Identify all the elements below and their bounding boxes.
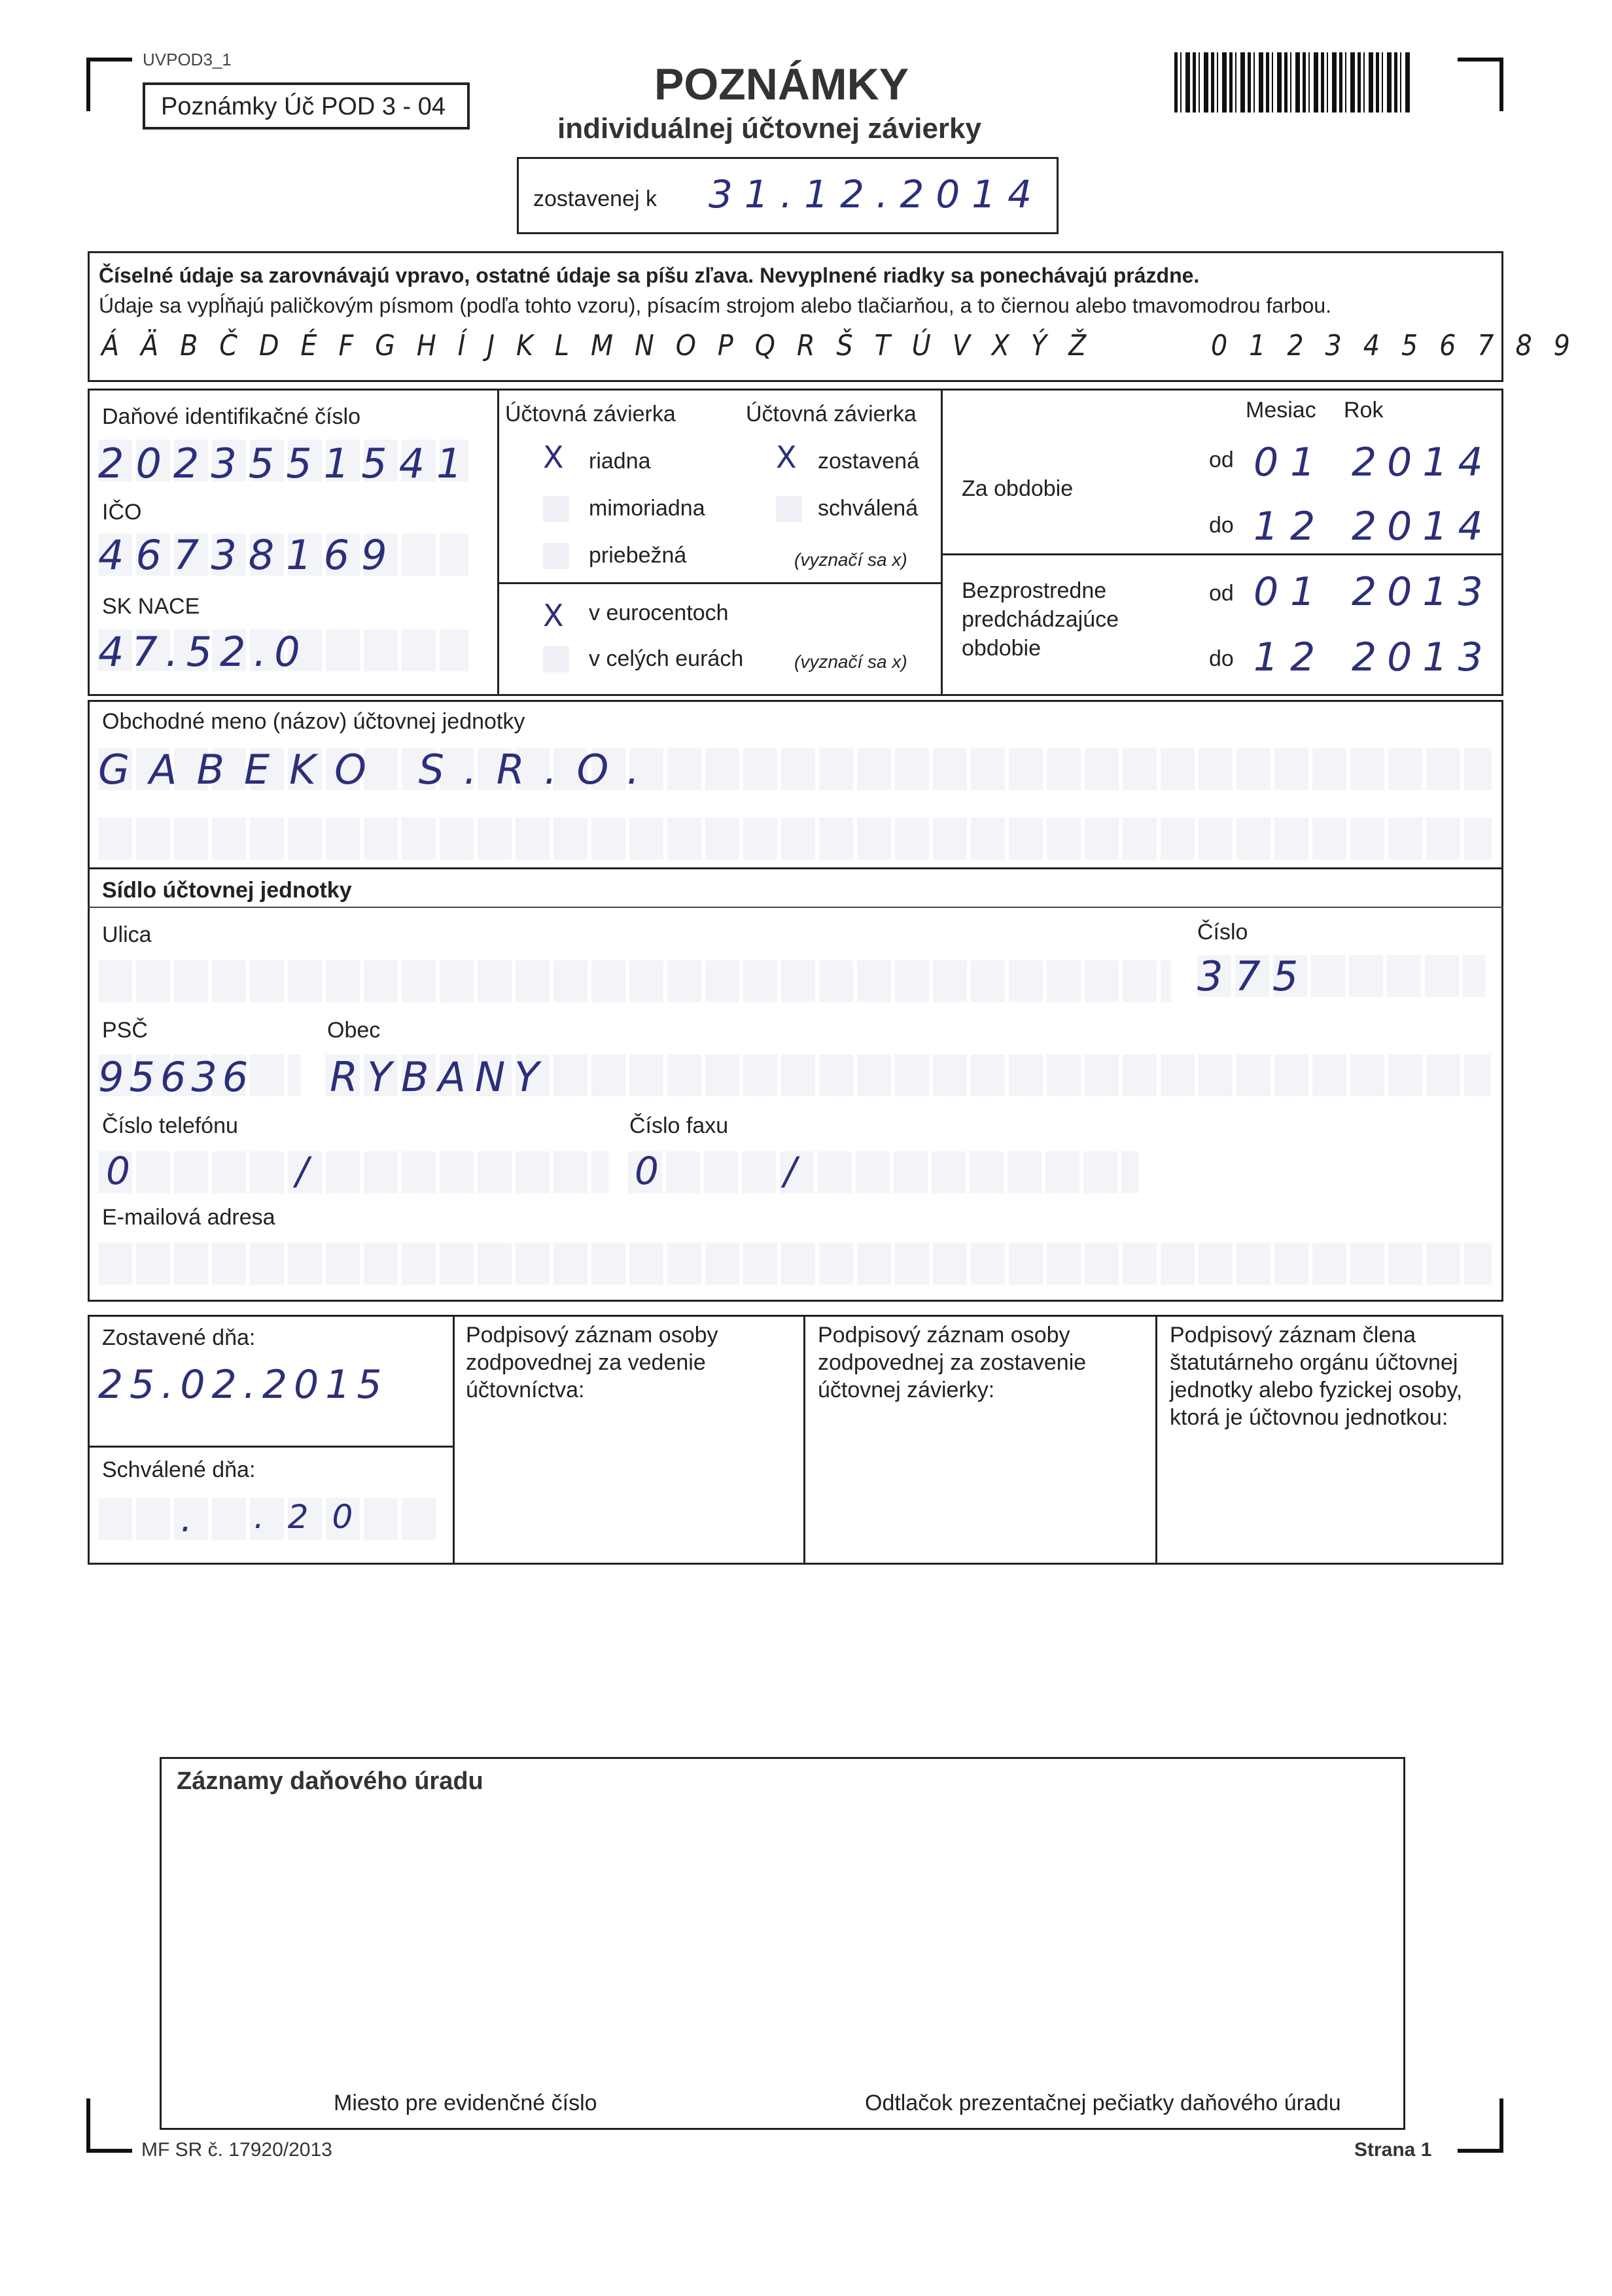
prev-to-year: 2013 [1352, 635, 1494, 680]
barcode [1174, 52, 1410, 113]
cur-from-month: 01 [1253, 440, 1327, 485]
statement-status-label: Účtovná závierka [746, 402, 917, 426]
cur-from-year: 2014 [1352, 440, 1494, 485]
option-zostavena: zostavená [818, 449, 919, 474]
prev-from-month: 01 [1253, 569, 1327, 615]
corner-mark-tr-h [1458, 58, 1503, 61]
fax-separator: / [784, 1149, 814, 1193]
check-zostavena[interactable]: X [776, 440, 797, 475]
approved-year-prefix: . 2 0 [254, 1498, 360, 1536]
month-label: Mesiac [1246, 398, 1316, 423]
option-priebezna: priebežná [589, 543, 687, 568]
divider-seat-title [88, 907, 1503, 908]
tax-office-block [160, 1757, 1405, 2130]
sig1-label-2: zodpovednej za vedenie [466, 1350, 706, 1375]
phone-prefix: 0 [106, 1149, 147, 1193]
check-priebezna[interactable] [543, 543, 569, 569]
form-name-box [143, 82, 470, 130]
approved-on-label: Schválené dňa: [102, 1457, 256, 1482]
sig2-label-1: Podpisový záznam osoby [818, 1323, 1070, 1348]
prev-to-month: 12 [1253, 635, 1327, 680]
prev-to-label: do [1209, 646, 1234, 671]
compiled-on-label: Zostavené dňa: [102, 1325, 256, 1350]
previous-period-label-1: Bezprostredne [962, 578, 1107, 603]
current-period-label: Za obdobie [962, 476, 1074, 501]
stamp-label: Odtlačok prezentačnej pečiatky daňového úradu [865, 2091, 1341, 2115]
check-schvalena[interactable] [776, 496, 802, 522]
city-value: RYBANY [330, 1053, 549, 1101]
compiled-on-value: 25.02.2015 [98, 1362, 389, 1408]
divider-sig-3 [1155, 1315, 1157, 1565]
corner-mark-tl-v [86, 58, 90, 111]
compiled-date-box [517, 157, 1059, 234]
compiled-date: 31.12.2014 [709, 172, 1044, 217]
option-mimoriadna: mimoriadna [589, 496, 705, 521]
seat-section-label: Sídlo účtovnej jednotky [102, 878, 352, 903]
ico-value: 46738169 [98, 531, 399, 579]
sig1-label-3: účtovníctva: [466, 1378, 585, 1402]
registration-number-label: Miesto pre evidenčné číslo [334, 2091, 597, 2115]
divider-seat [88, 867, 1503, 869]
ico-label: IČO [102, 500, 142, 525]
page-title: POZNÁMKY [654, 60, 909, 109]
page-subtitle: individuálnej účtovnej závierky [557, 113, 981, 145]
email-label: E-mailová adresa [102, 1205, 275, 1230]
approved-dot: . [181, 1498, 209, 1540]
instructions-box [88, 251, 1592, 382]
instructions-line-2: Údaje sa vypĺňajú paličkovým písmom (podľa tohto vzoru), písacím strojom alebo tlačiarňou, a to čiernou alebo tmavomodrou farbou. [99, 294, 1332, 317]
sig3-label-2: štatutárneho orgánu účtovnej [1170, 1350, 1458, 1375]
previous-period-label-2: predchádzajúce [962, 607, 1119, 632]
sig2-label-3: účtovnej závierky: [818, 1378, 995, 1402]
nace-value: 47.52.0 [98, 628, 308, 676]
street-field[interactable] [98, 960, 1171, 1002]
option-riadna: riadna [589, 449, 651, 474]
number-value: 375 [1197, 952, 1310, 1000]
option-eur: v celých eurách [589, 646, 744, 671]
sig3-label-1: Podpisový záznam člena [1170, 1323, 1416, 1348]
street-label: Ulica [102, 922, 152, 947]
company-name-field-2[interactable] [98, 818, 1492, 860]
company-name-value: GABEKO S.R.O. [98, 746, 659, 793]
compiled-label: zostavenej k [533, 186, 657, 211]
sig3-label-4: ktorá je účtovnou jednotkou: [1170, 1405, 1448, 1430]
city-label: Obec [327, 1018, 381, 1043]
tax-office-title: Záznamy daňového úradu [177, 1767, 483, 1795]
check-eur[interactable] [543, 646, 569, 672]
instructions-line-1: Číselné údaje sa zarovnávajú vpravo, ostatné údaje sa píšu zľava. Nevyplnené riadky sa ponechávajú prázdne. [99, 264, 1200, 287]
email-field[interactable] [98, 1243, 1492, 1285]
corner-mark-bl-h [86, 2149, 132, 2153]
divider-statement-period [941, 389, 943, 696]
corner-mark-bl-v [86, 2098, 90, 2153]
nace-label: SK NACE [102, 594, 200, 619]
prev-from-label: od [1209, 581, 1234, 606]
period-to-label: do [1209, 513, 1234, 538]
form-code: UVPOD3_1 [143, 50, 232, 69]
divider-compiled-approved [88, 1446, 454, 1448]
sig2-label-2: zodpovednej za zostavenie [818, 1350, 1087, 1375]
prev-from-year: 2013 [1352, 569, 1494, 615]
year-label: Rok [1344, 398, 1384, 423]
fax-prefix: 0 [635, 1149, 676, 1193]
phone-label: Číslo telefónu [102, 1113, 238, 1138]
corner-mark-tl-h [86, 58, 132, 61]
corner-mark-br-v [1499, 2098, 1503, 2153]
period-from-label: od [1209, 447, 1234, 472]
phone-separator: / [296, 1149, 326, 1193]
company-name-label: Obchodné meno (názov) účtovnej jednotky [102, 709, 525, 734]
fax-label: Číslo faxu [629, 1113, 729, 1138]
sample-letters: ÁÄBČDÉFGHÍJKLMNOPQRŠTÚVXÝŽ [101, 329, 1108, 362]
phone-field[interactable] [98, 1151, 608, 1193]
sample-digits: 0123456789 [1211, 329, 1592, 362]
fax-field[interactable] [628, 1151, 1138, 1193]
divider-ident-statement [497, 389, 499, 696]
page-number: Strana 1 [1354, 2139, 1432, 2161]
sig1-label-1: Podpisový záznam osoby [466, 1323, 718, 1348]
check-riadna[interactable]: X [543, 440, 564, 475]
dic-value: 2023551541 [98, 440, 474, 487]
divider-statement-currency [497, 582, 942, 584]
mark-note-1: (vyznačí sa x) [794, 549, 907, 570]
cur-to-month: 12 [1253, 504, 1327, 549]
sig3-label-3: jednotky alebo fyzickej osoby, [1170, 1378, 1463, 1402]
previous-period-label-3: obdobie [962, 636, 1042, 661]
check-mimoriadna[interactable] [543, 496, 569, 522]
check-eurocent[interactable]: X [543, 598, 564, 633]
option-schvalena: schválená [818, 496, 919, 521]
form-name: Poznámky Úč POD 3 - 04 [161, 93, 446, 120]
corner-mark-tr-v [1499, 58, 1503, 111]
divider-sig-1 [453, 1315, 455, 1565]
mark-note-2: (vyznačí sa x) [794, 652, 907, 672]
ministry-number: MF SR č. 17920/2013 [141, 2139, 332, 2161]
statement-type-label: Účtovná závierka [505, 402, 676, 426]
option-eurocent: v eurocentoch [589, 600, 729, 625]
psc-label: PSČ [102, 1018, 148, 1043]
number-label: Číslo [1197, 920, 1248, 945]
psc-value: 95636 [98, 1053, 254, 1101]
corner-mark-br-h [1458, 2149, 1503, 2153]
divider-period-prev [941, 553, 1503, 555]
divider-sig-2 [803, 1315, 805, 1565]
cur-to-year: 2014 [1352, 504, 1494, 549]
dic-label: Daňové identifikačné číslo [102, 404, 361, 429]
